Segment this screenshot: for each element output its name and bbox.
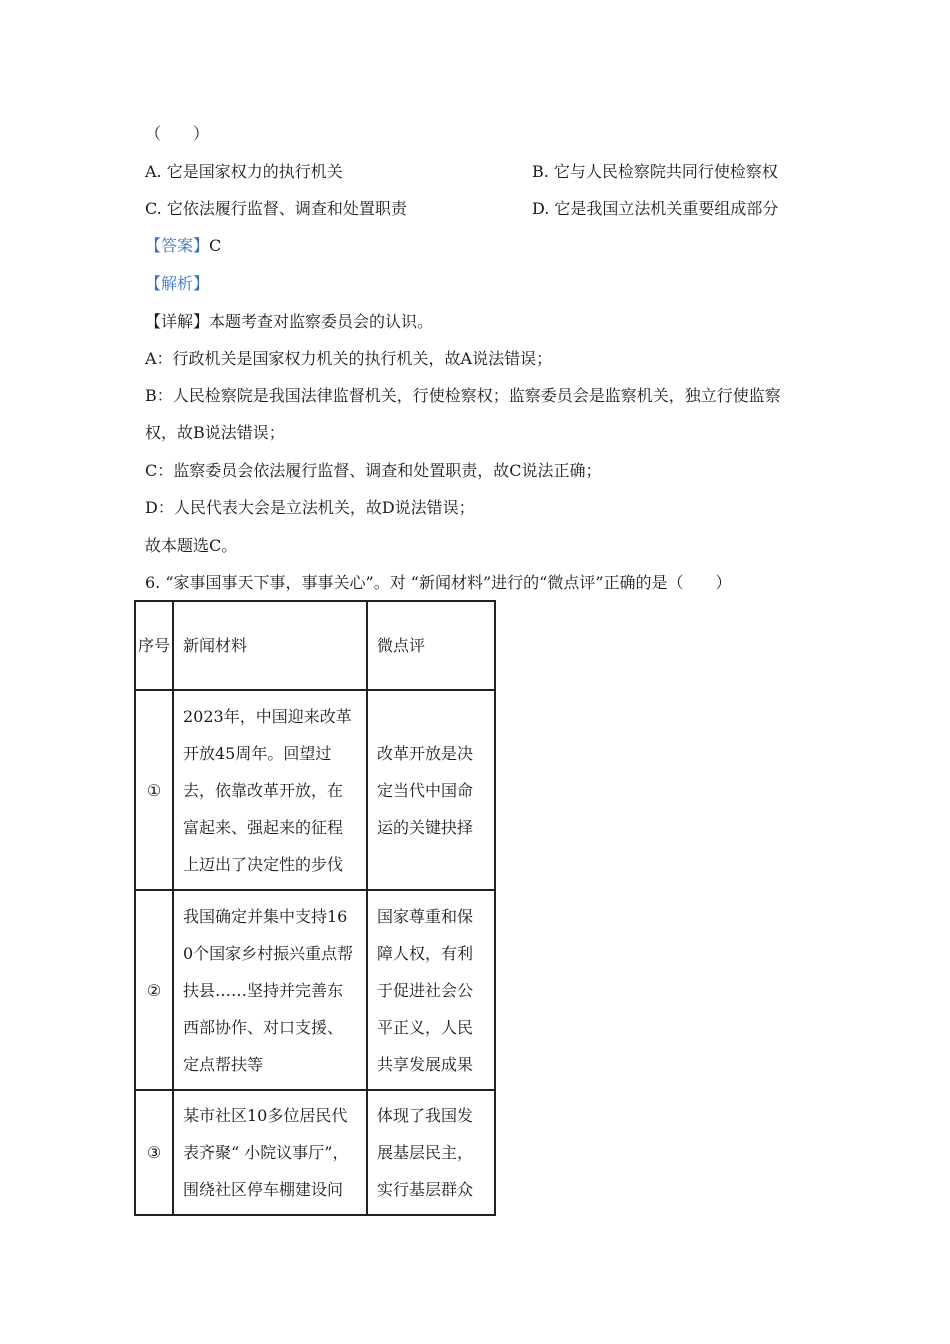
option-a: A. 它是国家权力的执行机关 [145,162,343,181]
table-row [135,1090,495,1215]
question-blank: （ ） [145,124,210,143]
detail-b-line2: 权，故B说法错误； [145,423,285,442]
table-header-row [135,601,495,690]
answer-line [145,234,221,258]
detail-b-line1: B：人民检察院是我国法律监督机关，行使检察权；监察委员会是监察机关，独立行使监察 [145,386,781,405]
answer-value: C [209,236,222,255]
row-material: 某市社区10多位居民代表齐聚“ 小院议事厅”，围绕社区停车棚建设问 [173,1090,367,1215]
option-b: B. 它与人民检察院共同行使检察权 [532,162,778,181]
analysis-label: 【解析】 [145,274,210,293]
row-material: 2023年，中国迎来改革开放45周年。回望过去，依靠改革开放，在富起来、强起来的征程上迈出了决定性的步伐 [173,690,367,890]
row-num: ③ [135,1090,173,1215]
news-table [134,600,496,1216]
detail-intro: 本题考查对监察委员会的认识。 [209,312,434,331]
row-num: ① [135,690,173,890]
row-comment: 国家尊重和保障人权，有利于促进社会公平正义，人民共享发展成果 [367,890,495,1090]
detail-intro-line [145,310,433,334]
row-num: ② [135,890,173,1090]
detail-d: D：人民代表大会是立法机关，故D说法错误； [145,498,475,517]
header-comment: 微点评 [367,601,495,690]
detail-label: 【详解】 [145,312,210,331]
question-6: 6. “家事国事天下事，事事关心”。对 “新闻材料”进行的“微点评”正确的是（ ） [145,573,732,592]
header-material: 新闻材料 [173,601,367,690]
answer-label: 【答案】 [145,236,210,255]
detail-a: A：行政机关是国家权力机关的执行机关，故A说法错误； [145,349,553,368]
option-c: C. 它依法履行监督、调查和处置职责 [145,199,407,218]
table-row [135,690,495,890]
row-comment: 体现了我国发展基层民主，实行基层群众 [367,1090,495,1215]
option-d: D. 它是我国立法机关重要组成部分 [532,199,779,218]
row-comment: 改革开放是决定当代中国命运的关键抉择 [367,690,495,890]
detail-c: C：监察委员会依法履行监督、调查和处置职责，故C说法正确； [145,461,602,480]
detail-conclusion: 故本题选C。 [145,536,238,555]
table-row [135,890,495,1090]
row-material: 我国确定并集中支持160个国家乡村振兴重点帮扶县……坚持并完善东西部协作、对口支援、定点帮扶等 [173,890,367,1090]
header-num: 序号 [135,601,173,690]
